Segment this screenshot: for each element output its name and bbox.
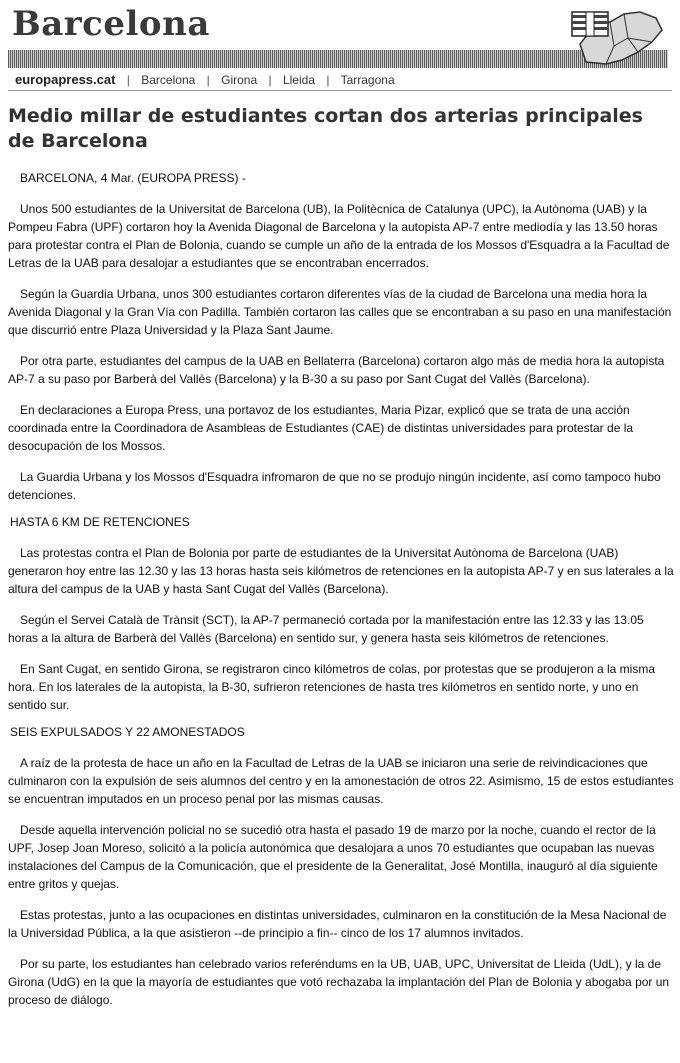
- article: [8, 104, 674, 1009]
- article-paragraph: Por otra parte, estudiantes del campus de la UAB en Bellaterra (Barcelona) cortaron algo más de media hora la autopista AP-7 a su paso por Barberà del Vallès (Barcelona) y la B-30 a su paso por Sant Cugat del Vallès (Barcelona).: [8, 354, 665, 386]
- article-paragraph: Según el Servei Català de Trànsit (SCT), la AP-7 permaneció cortada por la manifestación entre las 12.33 y las 13.05 horas a la altura de Barberà del Vallès (Barcelona) en sentido sur, y genera hasta seis kilómetros de retenciones.: [8, 613, 644, 645]
- nav-separator: |: [206, 73, 210, 87]
- article-headline: Medio millar de estudiantes cortan dos arterias principales de Barcelona: [8, 105, 643, 152]
- article-paragraph: Las protestas contra el Plan de Bolonia por parte de estudiantes de la Universitat Autònoma de Barcelona (UAB) generaron hoy entre las 12.30 y las 13 horas hasta seis kilómetros de retenciones en la autopista AP-7 y en sus laterales a la altura del campus de la UAB y hasta Sant Cugat del Vallès (Barcelona).: [8, 546, 674, 596]
- nav-link-barcelona[interactable]: Barcelona: [141, 73, 196, 87]
- article-subheading: SEIS EXPULSADOS Y 22 AMONESTADOS: [10, 725, 245, 739]
- nav-link-lleida[interactable]: Lleida: [282, 73, 315, 87]
- nav-separator: |: [268, 73, 272, 87]
- nav-separator: |: [326, 73, 330, 87]
- article-paragraph: En declaraciones a Europa Press, una portavoz de los estudiantes, Maria Pizar, explicó que se trata de una acción coordinada entre la Coordinadora de Asambleas de Estudiantes (CAE) de distintas universidades para protestar de la desocupación de los Mossos.: [8, 403, 634, 453]
- regional-nav: [8, 70, 672, 92]
- article-paragraph: La Guardia Urbana y los Mossos d'Esquadra infromaron de que no se produjo ningún incidente, así como tampoco hubo detenciones.: [8, 470, 661, 502]
- page-header: [0, 0, 680, 70]
- article-paragraph: En Sant Cugat, en sentido Girona, se registraron cinco kilómetros de colas, por protestas que se produjeron a la misma hora. En los laterales de la autopista, la B-30, sufrieron retenciones de hasta tres kilómetros en sentido norte, y uno en sentido sur.: [8, 662, 655, 712]
- article-paragraph: Desde aquella intervención policial no se sucedió otra hasta el pasado 19 de marzo por la noche, cuando el rector de la UPF, Josep Joan Moreso, solicitó a la policía autonómica que desalojara a unos 70 estudiantes que ocupaban las nuevas instalaciones del Campus de la Comunicación, que el presidente de la Generalitat, José Montilla, inauguró al día siguiente entre gritos y quejas.: [8, 823, 658, 891]
- article-paragraph: A raíz de la protesta de hace un año en la Facultad de Letras de la UAB se iniciaron una serie de reivindicaciones que culminaron con la expulsión de seis alumnos del centro y en la amonestación de otros 22. Asimismo, 15 de estos estudiantes se encuentran imputados en un proceso penal por las mismas causas.: [8, 756, 674, 806]
- nav-divider: [8, 90, 672, 91]
- article-dateline: BARCELONA, 4 Mar. (EUROPA PRESS) -: [20, 171, 246, 185]
- article-paragraph: Unos 500 estudiantes de la Universitat de Barcelona (UB), la Politècnica de Catalunya (UPC), la Autònoma (UAB) y la Pompeu Fabra (UPF) cortaron hoy la Avenida Diagonal de Barcelona y la autopista AP-7 entre mediodía y las 13.50 horas para protestar contra el Plan de Bolonia, cuando se cumple un año de la entrada de los Mossos d'Esquadra a la Facultad de Letras de la UAB para desalojar a estudiantes que se encontraban encerrados.: [8, 202, 670, 270]
- nav-link-tarragona[interactable]: Tarragona: [340, 73, 395, 87]
- article-paragraph: Según la Guardia Urbana, unos 300 estudiantes cortaron diferentes vías de la ciudad de Barcelona una media hora la Avenida Diagonal y la Gran Vía con Padilla. También cortaron las calles que se encontraban a su paso en una manifestación que discurrió entre Plaza Universidad y la Plaza Sant Jaume.: [8, 287, 672, 337]
- article-paragraph: Por su parte, los estudiantes han celebrado varios referéndums en la UB, UAB, UPC, Universitat de Lleida (UdL), y la de Girona (UdG) en la que la mayoría de estudiantes que votó rechazaba la implantación del Plan de Bolonia y abogaba por un proceso de diálogo.: [8, 957, 670, 1007]
- catalonia-map-flag-icon: [566, 4, 666, 68]
- section-brand-title: Barcelona: [12, 4, 210, 44]
- article-paragraph: Estas protestas, junto a las ocupaciones en distintas universidades, culminaron en la constitución de la Mesa Nacional de la Universidad Pública, a la que asistieron --de principio a fin-- cinco de los 17 alumnos invitados.: [8, 908, 667, 940]
- nav-link-girona[interactable]: Girona: [221, 73, 258, 87]
- nav-separator: |: [126, 73, 130, 87]
- site-link[interactable]: europapress.cat: [15, 72, 116, 87]
- article-subheading: HASTA 6 KM DE RETENCIONES: [10, 515, 190, 529]
